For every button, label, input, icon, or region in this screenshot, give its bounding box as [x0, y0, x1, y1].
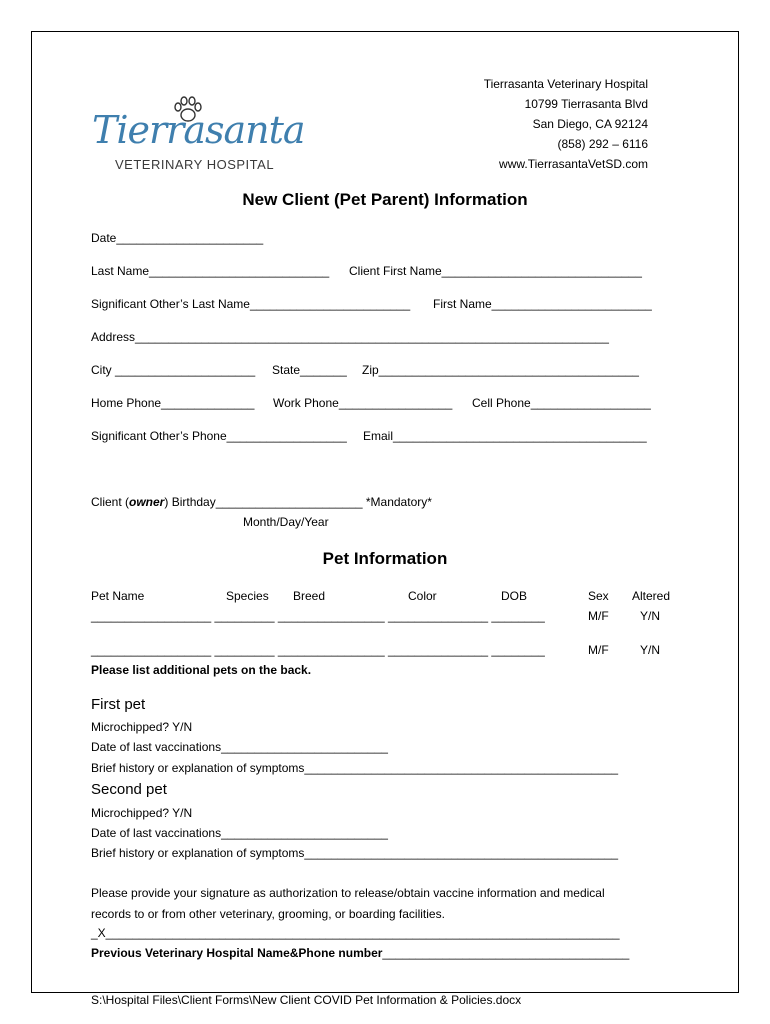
additional-pets-note: Please list additional pets on the back. [91, 663, 312, 677]
column-header-sex: Sex [588, 589, 609, 603]
second-pet-heading: Second pet [91, 781, 167, 798]
cell-phone-field[interactable]: Cell Phone__________________ [472, 396, 651, 410]
first-pet-microchipped[interactable]: Microchipped? Y/N [91, 720, 193, 734]
city-field[interactable]: City _____________________ [91, 363, 256, 377]
client-birthday-field[interactable] [91, 495, 432, 510]
column-header-breed: Breed [293, 589, 326, 603]
client-first-name-field[interactable]: Client First Name______________________________ [349, 264, 642, 278]
first-pet-history[interactable]: Brief history or explanation of symptoms_______________________________________________ [91, 761, 619, 775]
pet-row-1-line[interactable]: __________________ _________ ________________ _______________ ________ [91, 609, 545, 623]
second-pet-history[interactable]: Brief history or explanation of symptoms_______________________________________________ [91, 846, 619, 860]
column-header-species: Species [226, 589, 269, 603]
significant-other-first-name-field[interactable]: First Name________________________ [433, 297, 652, 311]
previous-hospital-label: Previous Veterinary Hospital Name&Phone number [91, 946, 383, 960]
pet-section-title: Pet Information [322, 549, 448, 568]
address-field[interactable]: Address_______________________________________________________________________ [91, 330, 609, 344]
logo-subtitle: VETERINARY HOSPITAL [115, 157, 275, 172]
file-path-footer: S:\Hospital Files\Client Forms\New Client COVID Pet Information & Policies.docx [91, 993, 522, 1007]
first-pet-heading: First pet [91, 696, 146, 713]
work-phone-field[interactable]: Work Phone_________________ [273, 396, 453, 410]
birthday-label-prefix: Client ( [91, 495, 130, 509]
second-pet-microchipped[interactable]: Microchipped? Y/N [91, 806, 193, 820]
hospital-address [484, 74, 648, 174]
previous-hospital-field[interactable] [91, 946, 629, 961]
first-pet-vaccination-date[interactable]: Date of last vaccinations_________________________ [91, 740, 388, 754]
state-field[interactable]: State_______ [272, 363, 347, 377]
client-section-title: New Client (Pet Parent) Information [242, 190, 528, 209]
birthday-owner-emphasis: owner [129, 495, 165, 509]
address-line: San Diego, CA 92124 [532, 117, 648, 131]
logo-wordmark: Tierrasanta [92, 108, 305, 152]
birthday-label-suffix: ) Birthday______________________ *Mandatory* [164, 495, 432, 509]
address-line: (858) 292 – 6116 [557, 137, 648, 151]
pet-row-1-altered[interactable]: Y/N [640, 609, 661, 623]
authorization-text-line-2: records to or from other veterinary, grooming, or boarding facilities. [91, 907, 445, 921]
address-line: 10799 Tierrasanta Blvd [524, 97, 648, 111]
pet-row-2-altered[interactable]: Y/N [640, 643, 661, 657]
address-line: Tierrasanta Veterinary Hospital [483, 77, 648, 91]
last-name-field[interactable]: Last Name___________________________ [91, 264, 330, 278]
significant-other-phone-field[interactable]: Significant Other’s Phone__________________ [91, 429, 347, 443]
column-header-dob: DOB [501, 589, 528, 603]
birthday-format-hint: Month/Day/Year [243, 515, 329, 529]
authorization-text-line-1: Please provide your signature as authorization to release/obtain vaccine information and medical [91, 886, 605, 900]
column-header-altered: Altered [632, 589, 671, 603]
pet-row-1-sex[interactable]: M/F [588, 609, 609, 623]
address-line: www.TierrasantaVetSD.com [499, 157, 648, 171]
previous-hospital-line: _____________________________________ [382, 946, 630, 960]
significant-other-last-name-field[interactable]: Significant Other’s Last Name________________________ [91, 297, 411, 311]
date-field[interactable]: Date______________________ [91, 231, 264, 245]
zip-field[interactable]: Zip_______________________________________ [362, 363, 639, 377]
email-field[interactable]: Email______________________________________ [363, 429, 647, 443]
signature-field[interactable]: _X_____________________________________________________________________________ [91, 926, 620, 940]
column-header-color: Color [408, 589, 437, 603]
home-phone-field[interactable]: Home Phone______________ [91, 396, 255, 410]
second-pet-vaccination-date[interactable]: Date of last vaccinations_________________________ [91, 826, 388, 840]
pet-row-2-sex[interactable]: M/F [588, 643, 609, 657]
column-header-pet-name: Pet Name [91, 589, 145, 603]
pet-row-2-line[interactable]: __________________ _________ ________________ _______________ ________ [91, 643, 545, 657]
